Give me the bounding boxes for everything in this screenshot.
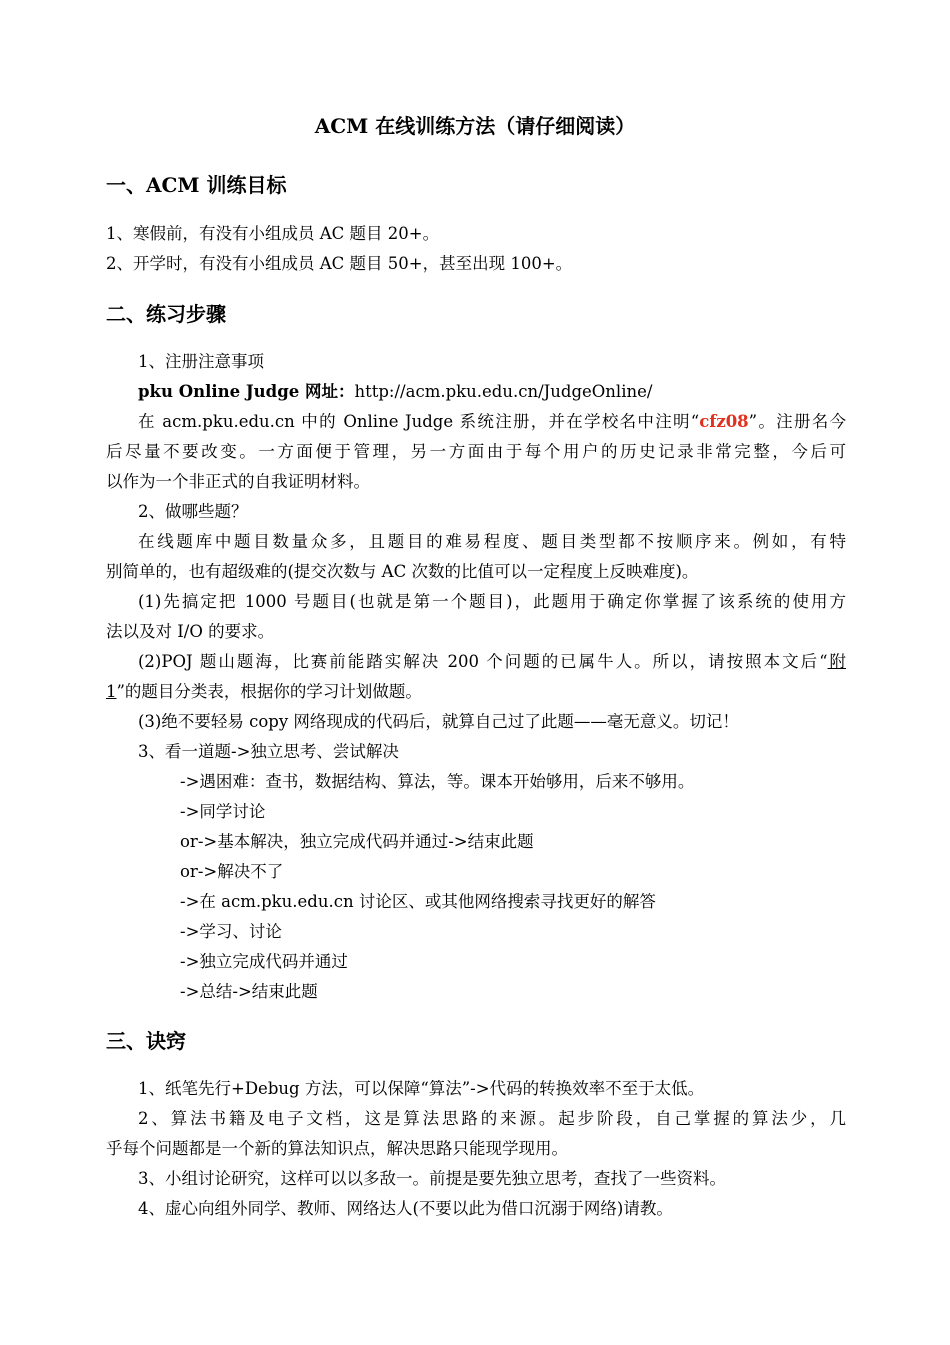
tip-4: 4、虚心向组外同学、教师、网络达人(不要以此为借口沉溺于网络)请教。 [138,1199,673,1218]
step-1000-line-2: 法以及对 I/O 的要求。 [106,622,275,641]
doc-title: ACM 在线训练方法（请仔细阅读） [314,114,636,138]
poj-text-b: ”的题目分类表，根据你的学习计划做题。 [116,682,422,701]
tip-3: 3、小组讨论研究，这样可以以多敌一。前提是要先独立思考，查找了一些资料。 [138,1169,726,1188]
tip-2-line-2: 乎每个问题都是一个新的算法知识点，解决思路只能现学现用。 [106,1139,568,1158]
flow-step: ->同学讨论 [180,802,266,821]
register-para-line-1 [138,411,846,433]
goal-item-1: 1、寒假前，有没有小组成员 AC 题目 20+。 [106,224,440,243]
tip-1: 1、纸笔先行+Debug 方法，可以保障“算法”->代码的转换效率不至于太低。 [138,1079,705,1098]
flow-title: 3、看一道题->独立思考、尝试解决 [138,742,399,761]
which-para-line-1: 在线题库中题目数量众多，且题目的难易程度、题目类型都不按顺序来。例如，有特 [138,532,846,551]
flow-step: ->在 acm.pku.edu.cn 讨论区、或其他网络搜索寻找更好的解答 [180,892,656,911]
url-label: pku Online Judge 网址： [138,382,355,401]
flow-step: or->解决不了 [180,862,284,881]
tip-2-line-1: 2、算法书籍及电子文档，这是算法思路的来源。起步阶段，自己掌握的算法少，几 [138,1109,846,1128]
step-poj-line-1 [138,651,846,673]
poj-url-line [138,381,846,403]
which-title: 2、做哪些题？ [138,502,248,521]
section-3-heading: 三、诀窍 [106,1029,186,1053]
section-2-heading: 二、练习步骤 [106,302,226,326]
step-1000-line-1: (1)先搞定把 1000 号题目(也就是第一个题目)，此题用于确定你掌握了该系统的使用方 [138,592,846,611]
poj-text-a: (2)POJ 题山题海，比赛前能踏实解决 200 个问题的已属牛人。所以，请按照本文后“ [138,652,828,671]
register-text-b: ”。注册名今 [748,412,846,431]
poj-url-link[interactable]: http://acm.pku.edu.cn/JudgeOnline/ [354,382,653,401]
flow-step: ->独立完成代码并通过 [180,952,348,971]
appendix-link-part-2[interactable]: 1 [106,682,117,701]
register-code: cfz08 [699,412,749,431]
flow-step: ->遇困难：查书，数据结构、算法，等。课本开始够用，后来不够用。 [180,772,695,791]
appendix-link-part-1[interactable]: 附 [827,652,847,671]
step-copy-warning: (3)绝不要轻易 copy 网络现成的代码后，就算自己过了此题——毫无意义。切记！ [138,712,739,731]
flow-step: or->基本解决，独立完成代码并通过->结束此题 [180,832,534,851]
section-1-heading: 一、ACM 训练目标 [106,173,287,197]
flow-step: ->总结->结束此题 [180,982,318,1001]
register-para-line-2: 后尽量不要改变。一方面便于管理，另一方面由于每个用户的历史记录非常完整，今后可 [106,442,846,461]
which-para-line-2: 别简单的，也有超级难的(提交次数与 AC 次数的比值可以一定程度上反映难度)。 [106,562,699,581]
step-poj-line-2 [106,681,846,703]
flow-step: ->学习、讨论 [180,922,282,941]
register-text-a: 在 acm.pku.edu.cn 中的 Online Judge 系统注册，并在学校名中注明“ [138,412,700,431]
goal-item-2: 2、开学时，有没有小组成员 AC 题目 50+，甚至出现 100+。 [106,254,573,273]
register-title: 1、注册注意事项 [138,352,264,371]
register-para-line-3: 以作为一个非正式的自我证明材料。 [106,472,370,491]
